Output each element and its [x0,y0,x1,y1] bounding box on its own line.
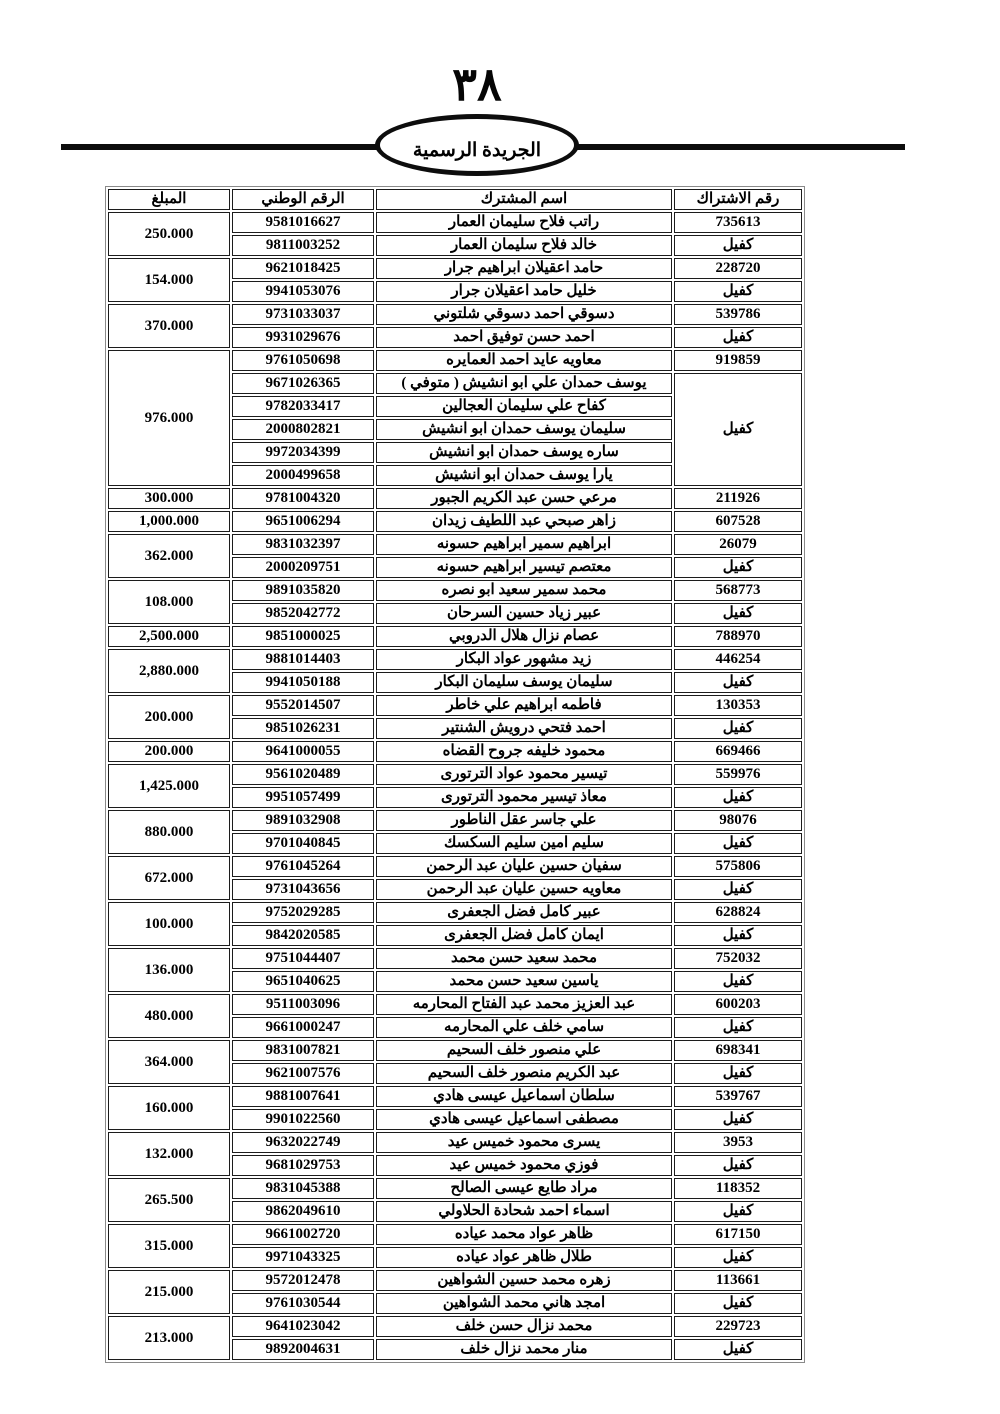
subscription-number-cell: 617150 [674,1224,802,1245]
subscription-number-cell: 130353 [674,695,802,716]
subscriber-name-cell: عصام نزال هلال الدروبي [376,626,672,647]
national-id-cell: 9621007576 [232,1063,374,1084]
national-id-cell: 9731033037 [232,304,374,325]
gazette-banner-oval [375,114,579,176]
national-id-cell: 9831007821 [232,1040,374,1061]
national-id-cell: 9781004320 [232,488,374,509]
amount-cell: 215.000 [108,1270,230,1314]
subscription-number-cell: 788970 [674,626,802,647]
kafil-label-cell: كفيل [674,235,802,256]
national-id-cell: 9752029285 [232,902,374,923]
subscriber-name-cell: يارا يوسف حمدان ابو انشيش [376,465,672,486]
subscriber-name-cell: عبير زياد حسين السرحان [376,603,672,624]
subscriber-name-cell: طلال ظاهر عواد عياده [376,1247,672,1268]
subscription-number-cell: 228720 [674,258,802,279]
subscription-number-cell: 698341 [674,1040,802,1061]
amount-cell: 315.000 [108,1224,230,1268]
kafil-label-cell: كفيل [674,603,802,624]
amount-cell: 200.000 [108,695,230,739]
subscriber-name-cell: زيد مشهور عواد البكار [376,649,672,670]
subscriber-name-cell: منار محمد نزال خلف [376,1339,672,1360]
subscription-number-cell: 575806 [674,856,802,877]
subscriber-name-cell: ساره يوسف حمدان ابو انشيش [376,442,672,463]
kafil-label-cell: كفيل [674,971,802,992]
table-row [108,350,802,371]
national-id-cell: 9661000247 [232,1017,374,1038]
subscription-number-cell: 446254 [674,649,802,670]
national-id-cell: 9831045388 [232,1178,374,1199]
amount-cell: 1,425.000 [108,764,230,808]
amount-cell: 976.000 [108,350,230,486]
subscription-number-cell: 3953 [674,1132,802,1153]
national-id-cell: 9651040625 [232,971,374,992]
subscriber-name-cell: احمد حسن توفيق احمد [376,327,672,348]
national-id-cell: 9842020585 [232,925,374,946]
subscription-number-cell: 568773 [674,580,802,601]
subscriber-name-cell: راتب فلاح سليمان العمار [376,212,672,233]
table-row [108,534,802,555]
national-id-cell: 9572012478 [232,1270,374,1291]
subscriber-name-cell: حامد اعقيلان ابراهيم جرار [376,258,672,279]
subscriber-name-cell: عبد العزيز محمد عبد الفتاح المحارمه [376,994,672,1015]
subscribers-table-body [108,212,802,1360]
subscriber-name-cell: معاذ تيسير محمود الترتورى [376,787,672,808]
national-id-cell: 9851026231 [232,718,374,739]
amount-cell: 200.000 [108,741,230,762]
national-id-cell: 9901022560 [232,1109,374,1130]
subscription-number-cell: 211926 [674,488,802,509]
subscriber-name-cell: سليم امين سليم السكسك [376,833,672,854]
table-header-row [108,189,802,210]
table-row [108,626,802,647]
national-id-cell: 9971043325 [232,1247,374,1268]
amount-cell: 2,880.000 [108,649,230,693]
subscriber-name-cell: مرعي حسن عبد الكريم الجبور [376,488,672,509]
subscriber-name-cell: يوسف حمدان علي ابو انشيش ( متوفي ) [376,373,672,394]
kafil-label-cell: كفيل [674,1063,802,1084]
subscriber-name-cell: امجد هاني محمد الشواهين [376,1293,672,1314]
national-id-cell: 9641000055 [232,741,374,762]
national-id-cell: 9811003252 [232,235,374,256]
page-number: ٣٨ [452,59,502,110]
subscriber-name-cell: احمد فتحي درويش الشنتير [376,718,672,739]
subscriber-name-cell: علي جاسر عقل الناطور [376,810,672,831]
kafil-label-cell: كفيل [674,787,802,808]
subscriber-name-cell: سلطان اسماعيل عيسى هادي [376,1086,672,1107]
subscriber-name-cell: ايمان كامل فضل الجعفرى [376,925,672,946]
kafil-label-cell: كفيل [674,879,802,900]
amount-cell: 1,000.000 [108,511,230,532]
subscription-number-cell: 752032 [674,948,802,969]
kafil-label-cell: كفيل [674,1201,802,1222]
subscription-number-cell: 600203 [674,994,802,1015]
national-id-cell: 9761050698 [232,350,374,371]
amount-cell: 364.000 [108,1040,230,1084]
kafil-label-cell: كفيل [674,1155,802,1176]
amount-cell: 300.000 [108,488,230,509]
subscription-number-cell: 919859 [674,350,802,371]
subscribers-table [105,186,805,1363]
kafil-label-cell: كفيل [674,1339,802,1360]
kafil-label-cell: كفيل [674,557,802,578]
table-row [108,1086,802,1107]
national-id-cell: 9931029676 [232,327,374,348]
header-national-id: الرقم الوطني [232,189,374,210]
kafil-label-cell: كفيل [674,672,802,693]
subscription-number-cell: 559976 [674,764,802,785]
kafil-label-cell: كفيل [674,281,802,302]
subscriber-name-cell: محمود خليفه جروح القضاه [376,741,672,762]
national-id-cell: 9552014507 [232,695,374,716]
subscriber-name-cell: فاطمه ابراهيم علي خاطر [376,695,672,716]
subscriber-name-cell: محمد سمير سعيد ابو نصره [376,580,672,601]
national-id-cell: 9632022749 [232,1132,374,1153]
amount-cell: 132.000 [108,1132,230,1176]
national-id-cell: 2000499658 [232,465,374,486]
header-subscription: رقم الاشتراك [674,189,802,210]
table-row [108,764,802,785]
header-amount: المبلغ [108,189,230,210]
national-id-cell: 9852042772 [232,603,374,624]
national-id-cell: 9681029753 [232,1155,374,1176]
subscriber-name-cell: ابراهيم سمير ابراهيم حسونه [376,534,672,555]
header-name: اسم المشترك [376,189,672,210]
amount-cell: 213.000 [108,1316,230,1360]
subscriber-name-cell: فوزي محمود خميس عيد [376,1155,672,1176]
subscriber-name-cell: دسوقي احمد دسوقي شلتوني [376,304,672,325]
table-row [108,741,802,762]
subscriber-name-cell: علي منصور خلف السحيم [376,1040,672,1061]
subscriber-name-cell: محمد سعيد حسن محمد [376,948,672,969]
kafil-label-cell: كفيل [674,1109,802,1130]
subscriber-name-cell: يسرى محمود خميس عيد [376,1132,672,1153]
subscriber-name-cell: سليمان يوسف حمدان ابو انشيش [376,419,672,440]
amount-cell: 880.000 [108,810,230,854]
subscriber-name-cell: مصطفى اسماعيل عيسى هادي [376,1109,672,1130]
subscriber-name-cell: خليل حامد اعقيلان جرار [376,281,672,302]
subscription-number-cell: 229723 [674,1316,802,1337]
amount-cell: 108.000 [108,580,230,624]
national-id-cell: 9851000025 [232,626,374,647]
table-row [108,488,802,509]
national-id-cell: 9621018425 [232,258,374,279]
national-id-cell: 9782033417 [232,396,374,417]
table-row [108,511,802,532]
subscriber-name-cell: كفاح علي سليمان العجالين [376,396,672,417]
amount-cell: 154.000 [108,258,230,302]
national-id-cell: 9511003096 [232,994,374,1015]
table-row [108,994,802,1015]
subscription-number-cell: 669466 [674,741,802,762]
national-id-cell: 9972034399 [232,442,374,463]
kafil-label-cell: كفيل [674,1247,802,1268]
subscription-number-cell: 118352 [674,1178,802,1199]
national-id-cell: 9862049610 [232,1201,374,1222]
subscriber-name-cell: عبير كامل فضل الجعفرى [376,902,672,923]
national-id-cell: 9951057499 [232,787,374,808]
table-row [108,856,802,877]
subscriber-name-cell: معاويه عايد احمد العمايره [376,350,672,371]
national-id-cell: 9761045264 [232,856,374,877]
table-row [108,1316,802,1337]
subscription-number-cell: 26079 [674,534,802,555]
amount-cell: 160.000 [108,1086,230,1130]
amount-cell: 136.000 [108,948,230,992]
kafil-label-cell: كفيل [674,1293,802,1314]
subscription-number-cell: 113661 [674,1270,802,1291]
kafil-label-cell: كفيل [674,925,802,946]
subscription-number-cell: 98076 [674,810,802,831]
table-row [108,1224,802,1245]
subscriber-name-cell: زهره محمد حسين الشواهين [376,1270,672,1291]
table-row [108,948,802,969]
table-row [108,258,802,279]
subscriber-name-cell: اسماء احمد شحادة الحلاولي [376,1201,672,1222]
national-id-cell: 9892004631 [232,1339,374,1360]
kafil-label-cell: كفيل [674,373,802,486]
subscriber-name-cell: تيسير محمود عواد الترتورى [376,764,672,785]
subscription-number-cell: 628824 [674,902,802,923]
subscriber-name-cell: سفيان حسين عليان عبد الرحمن [376,856,672,877]
table-row [108,580,802,601]
table-row [108,1132,802,1153]
subscriber-name-cell: مراد طايع عيسى الصالح [376,1178,672,1199]
subscriber-name-cell: سليمان يوسف سليمان البكار [376,672,672,693]
amount-cell: 250.000 [108,212,230,256]
subscriber-name-cell: زاهر صبحي عبد اللطيف زيدان [376,511,672,532]
subscription-number-cell: 539767 [674,1086,802,1107]
national-id-cell: 9701040845 [232,833,374,854]
kafil-label-cell: كفيل [674,327,802,348]
amount-cell: 100.000 [108,902,230,946]
amount-cell: 362.000 [108,534,230,578]
national-id-cell: 9661002720 [232,1224,374,1245]
national-id-cell: 9641023042 [232,1316,374,1337]
subscriber-name-cell: محمد نزال حسن خلف [376,1316,672,1337]
gazette-banner-label: الجريدة الرسمية [412,139,542,161]
national-id-cell: 9651006294 [232,511,374,532]
national-id-cell: 9581016627 [232,212,374,233]
subscriber-name-cell: معتصم تيسير ابراهيم حسونه [376,557,672,578]
amount-cell: 672.000 [108,856,230,900]
national-id-cell: 9941053076 [232,281,374,302]
amount-cell: 2,500.000 [108,626,230,647]
subscription-number-cell: 539786 [674,304,802,325]
amount-cell: 480.000 [108,994,230,1038]
national-id-cell: 9831032397 [232,534,374,555]
national-id-cell: 9561020489 [232,764,374,785]
national-id-cell: 9731043656 [232,879,374,900]
kafil-label-cell: كفيل [674,1017,802,1038]
national-id-cell: 9891035820 [232,580,374,601]
table-row [108,810,802,831]
subscriber-name-cell: عبد الكريم منصور خلف السحيم [376,1063,672,1084]
national-id-cell: 2000802821 [232,419,374,440]
kafil-label-cell: كفيل [674,833,802,854]
table-row [108,304,802,325]
subscriber-name-cell: معاويه حسين عليان عبد الرحمن [376,879,672,900]
kafil-label-cell: كفيل [674,718,802,739]
subscriber-name-cell: سامي خلف علي المحارمه [376,1017,672,1038]
table-row [108,1178,802,1199]
national-id-cell: 9881007641 [232,1086,374,1107]
national-id-cell: 9891032908 [232,810,374,831]
table-row [108,649,802,670]
subscription-number-cell: 607528 [674,511,802,532]
national-id-cell: 2000209751 [232,557,374,578]
table-row [108,695,802,716]
national-id-cell: 9751044407 [232,948,374,969]
national-id-cell: 9881014403 [232,649,374,670]
subscription-number-cell: 735613 [674,212,802,233]
national-id-cell: 9671026365 [232,373,374,394]
table-row [108,212,802,233]
amount-cell: 265.500 [108,1178,230,1222]
national-id-cell: 9761030544 [232,1293,374,1314]
table-row [108,1040,802,1061]
subscriber-name-cell: ياسين سعيد حسن محمد [376,971,672,992]
table-row [108,902,802,923]
subscriber-name-cell: ظاهر عواد محمد عياده [376,1224,672,1245]
amount-cell: 370.000 [108,304,230,348]
table-row [108,1270,802,1291]
subscriber-name-cell: خالد فلاح سليمان العمار [376,235,672,256]
national-id-cell: 9941050188 [232,672,374,693]
